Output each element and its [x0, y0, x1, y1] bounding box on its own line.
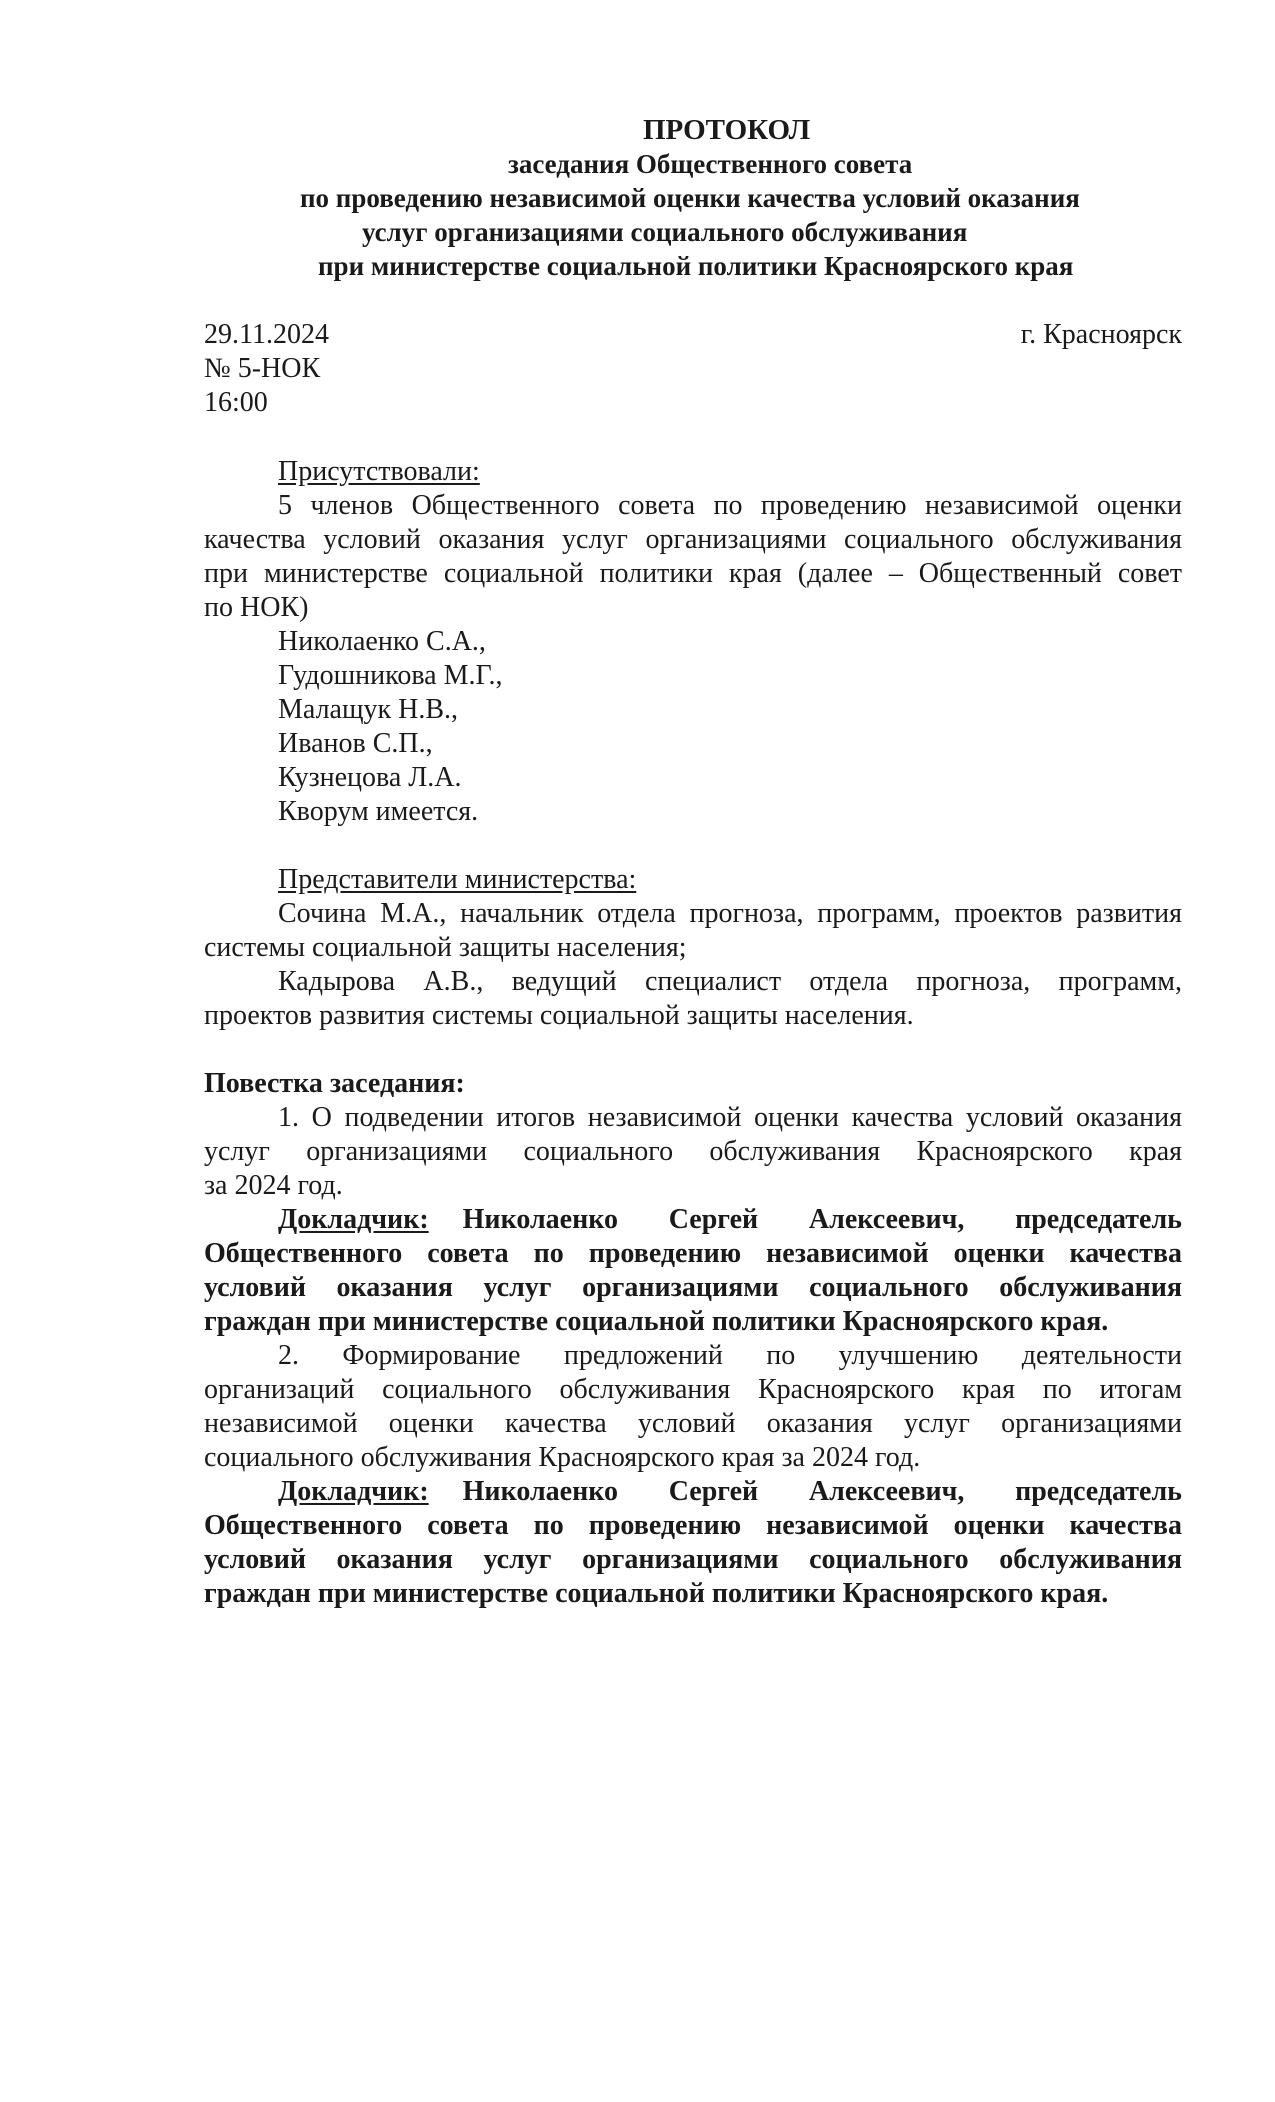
subtitle-line-1: заседания Общественного совета [508, 149, 913, 179]
speaker-1-name: Николаенко Сергей Алексеевич, председатель [462, 1204, 1182, 1235]
attendees-heading: Присутствовали: [278, 456, 480, 487]
agenda-item-2-line-3: независимой оценки качества условий оказания услуг организациями [204, 1408, 1182, 1439]
meeting-date: 29.11.2024 [204, 319, 329, 350]
ministry-heading: Представители министерства: [278, 864, 637, 895]
speaker-2-line-2: Общественного совета по проведению независимой оценки качества [204, 1510, 1182, 1541]
speaker-1-line-3: условий оказания услуг организациями социального обслуживания [204, 1272, 1182, 1303]
speaker-1-label: Докладчик: [278, 1204, 429, 1235]
attendees-intro-line-3: при министерстве социальной политики края (далее – Общественный совет [204, 558, 1182, 589]
subtitle-line-3: услуг организациями социального обслуживания [362, 217, 968, 247]
agenda-heading: Повестка заседания: [204, 1068, 465, 1099]
ministry-line-4: проектов развития системы социальной защиты населения. [204, 1000, 914, 1031]
speaker-2-label: Докладчик: [278, 1476, 429, 1507]
attendees-intro-line-4: по НОК) [204, 592, 309, 623]
speaker-2-first-line [278, 1475, 1182, 1509]
speaker-1-first-line [278, 1203, 1182, 1237]
meeting-city: г. Красноярск [1020, 319, 1182, 350]
agenda-item-1-line-3: за 2024 год. [204, 1170, 343, 1201]
member-4: Иванов С.П., [278, 728, 433, 759]
agenda-item-1-line-1: 1. О подведении итогов независимой оценки качества условий оказания [278, 1102, 1182, 1133]
attendees-intro-line-1: 5 членов Общественного совета по проведению независимой оценки [278, 490, 1182, 521]
protocol-number: № 5-НОК [204, 353, 321, 384]
speaker-2-line-4: граждан при министерстве социальной политики Красноярского края. [204, 1578, 1109, 1609]
agenda-item-2-line-4: социального обслуживания Красноярского края за 2024 год. [204, 1442, 921, 1473]
ministry-line-1: Сочина М.А., начальник отдела прогноза, программ, проектов развития [278, 898, 1182, 929]
agenda-item-1-line-2: услуг организациями социального обслуживания Красноярского края [204, 1136, 1182, 1167]
subtitle-line-2: по проведению независимой оценки качества условий оказания [300, 183, 1080, 213]
member-3: Малащук Н.В., [278, 694, 459, 725]
document-title: ПРОТОКОЛ [643, 114, 811, 146]
meeting-time: 16:00 [204, 387, 268, 418]
member-2: Гудошникова М.Г., [278, 660, 503, 691]
ministry-line-3: Кадырова А.В., ведущий специалист отдела прогноза, программ, [278, 966, 1182, 997]
agenda-item-2-line-1: 2. Формирование предложений по улучшению деятельности [278, 1340, 1182, 1371]
speaker-2-name: Николаенко Сергей Алексеевич, председатель [462, 1476, 1182, 1507]
agenda-item-2-line-2: организаций социального обслуживания Красноярского края по итогам [204, 1374, 1182, 1405]
member-5: Кузнецова Л.А. [278, 762, 462, 793]
subtitle-line-4: при министерстве социальной политики Красноярского края [318, 251, 1074, 281]
speaker-2-line-3: условий оказания услуг организациями социального обслуживания [204, 1544, 1182, 1575]
quorum-status: Кворум имеется. [278, 796, 479, 827]
ministry-line-2: системы социальной защиты населения; [204, 932, 687, 963]
speaker-1-line-4: граждан при министерстве социальной политики Красноярского края. [204, 1306, 1109, 1337]
member-1: Николаенко С.А., [278, 626, 486, 657]
speaker-1-line-2: Общественного совета по проведению независимой оценки качества [204, 1238, 1182, 1269]
attendees-intro-line-2: качества условий оказания услуг организациями социального обслуживания [204, 524, 1182, 555]
